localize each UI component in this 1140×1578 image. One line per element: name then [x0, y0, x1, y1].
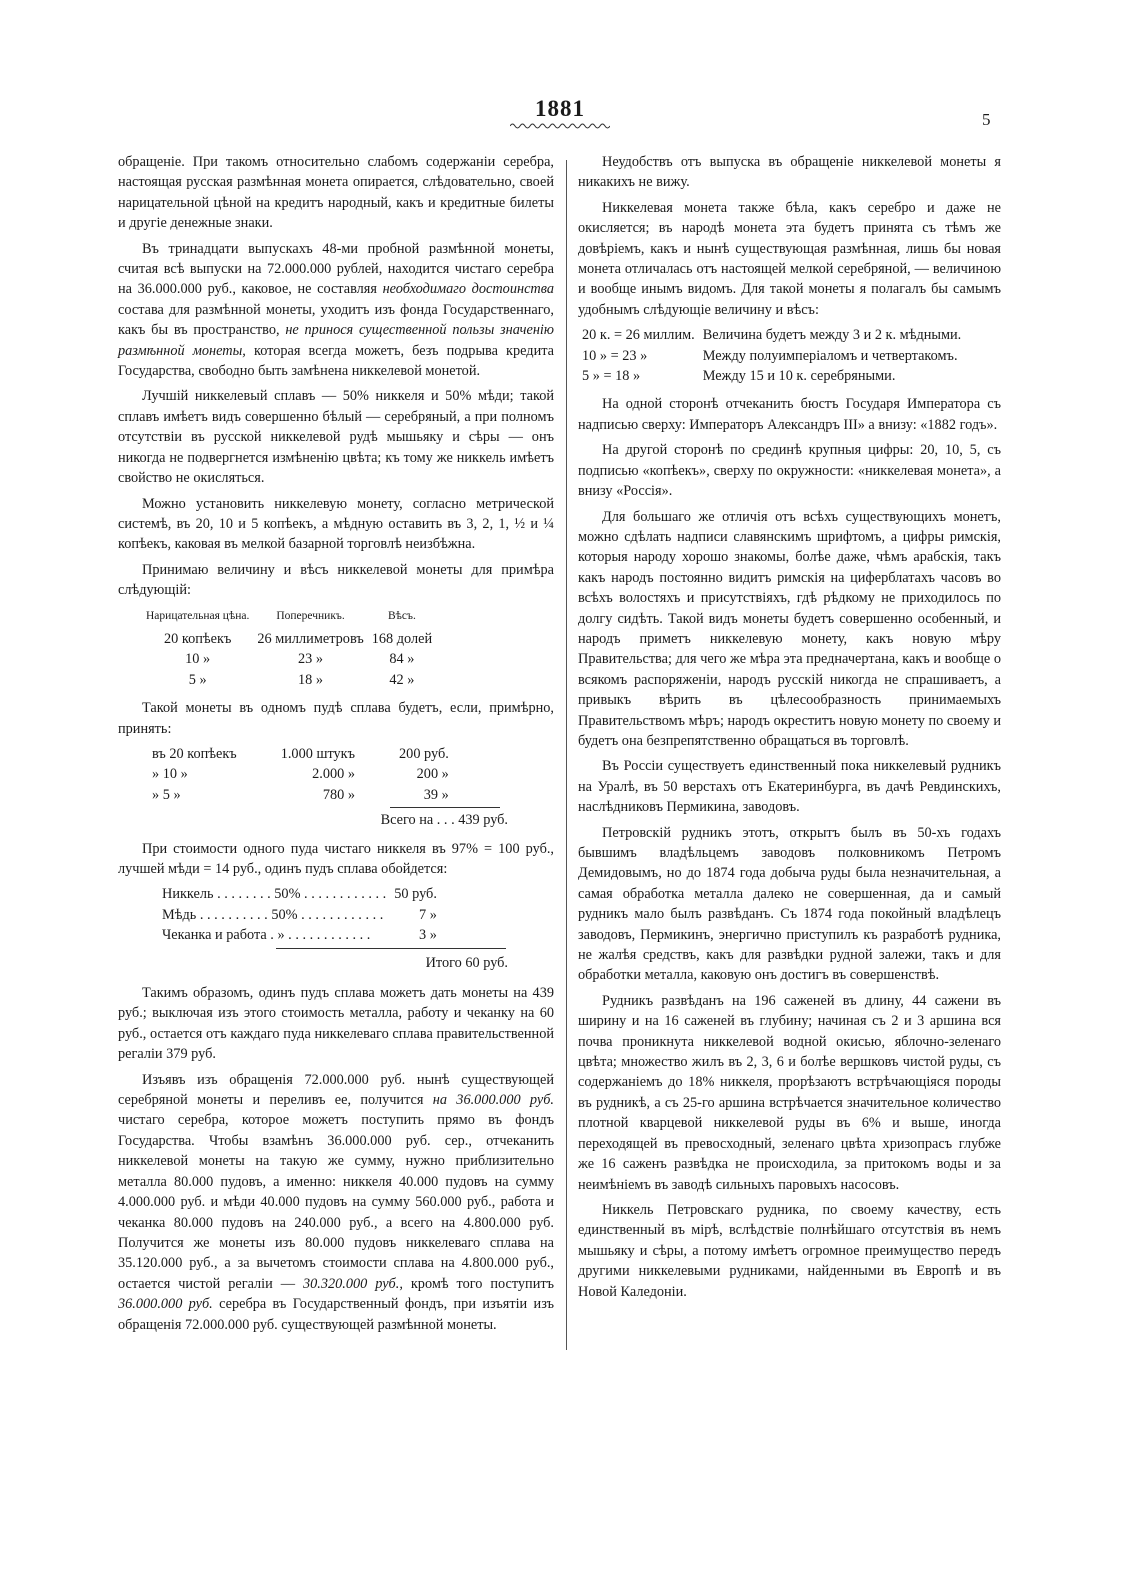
paragraph: Петровскій рудникъ этотъ, открытъ былъ въ 50-хъ годахъ бывшимъ владѣльцемъ заводовъ полковникомъ Петромъ Демидовымъ, но до 1874 года добыча руды была незначительная, а самая обработка металла далеко не совершенная, да и самый рудникъ мало былъ развѣданъ. Съ 1874 года покойный владѣлецъ заводовъ, Пермикинъ, энергично приступилъ къ разработѣ рудника, не жалѣя средствъ, какъ для развѣдки рудной залежи, такъ и для обработки металла, каковую онъ достигъ въ совершенствѣ.	[578, 824, 1001, 984]
table-row: Мѣдь . . . . . . . . . . 50% . . . . . . . . . . . . 7 »	[162, 906, 437, 923]
paragraph: Такой монеты въ одномъ пудѣ сплава будетъ, если, примѣрно, принять:	[118, 700, 554, 737]
table-row: » 10 » 2.000 » 200 »	[152, 766, 449, 783]
table-total: Итого 60 руб.	[425, 954, 508, 971]
paragraph: При стоимости одного пуда чистаго никкеля въ 97% = 100 руб., лучшей мѣди = 14 руб., одинъ пудъ сплава обойдется:	[118, 840, 554, 877]
table-row: 10 » 23 » 84 »	[185, 651, 415, 668]
left-column	[118, 152, 554, 1340]
table-row: 5 » 18 » 42 »	[188, 671, 415, 688]
paragraph: Принимаю величину и вѣсъ никкелевой монеты для примѣра слѣдующій:	[118, 561, 554, 599]
paragraph: На одной сторонѣ отчеканить бюстъ Государя Императора съ надписью сверху: Императоръ Александръ III» а внизу: «1882 годъ».	[578, 396, 1001, 433]
paragraph: Никкелевая монета также бѣла, какъ серебро и даже не окисляется; въ народѣ монета эта будетъ принята съ тѣмъ же довѣріемъ, какъ и нынѣ существующая размѣнная, лишь бы новая монета отличалась отъ настоящей мелкой серебряной, — величиною и вообще инымъ видомъ. Для такой монеты я полагалъ бы самымъ удобнымъ слѣдующіе величину и вѣсъ:	[578, 199, 1001, 318]
right-column	[578, 152, 1001, 1307]
table-header: Вѣсъ.	[388, 609, 416, 622]
alloy-cost-table	[158, 884, 441, 945]
column-divider	[566, 160, 567, 1350]
paragraph: Неудобствъ отъ выпуска въ обращеніе никкелевой монеты я никакихъ не вижу.	[578, 154, 1001, 191]
coin-size-table	[142, 606, 436, 691]
header-wave-ornament	[510, 122, 610, 130]
paragraph: Никкель Петровскаго рудника, по своему качеству, есть единственный въ мірѣ, вслѣдствіе полнѣйшаго отсутствія въ немъ мышьяку и сѣры, а потому имѣетъ огромное преимущество передъ другими никкелевыми рудниками, найденными въ Европѣ и въ Новой Каледоніи.	[578, 1201, 1001, 1300]
table-row: » 5 » 780 » 39 »	[152, 786, 449, 803]
table-row: 20 к. = 26 миллим. Величина будетъ между 3 и 2 к. мѣдными.	[582, 327, 962, 344]
paragraph: Лучшій никкелевый сплавъ — 50% никкеля и 50% мѣди; такой сплавъ имѣетъ видъ совершенно бѣлый — серебряный, а при полномъ отсутствіи въ русской никкелевой рудѣ мышьяку и сѣры — онъ никогда не подвергнется измѣненію цвѣта; къ тому же никкель имѣетъ свойство не окисляться.	[118, 388, 554, 487]
table-row: Чеканка и работа . » . . . . . . . . . . . . 3 »	[162, 927, 437, 944]
paragraph: Въ тринадцати выпускахъ 48-ми пробной размѣнной монеты, считая всѣ выпуски на 72.000.000 рублей, находится чистаго серебра на 36.000.000 руб., каковое, не составляя необходимаго достоинства состава для размѣнной монеты, уходитъ изъ фонда Государственнаго, какъ бы въ пространство, не принося существенной пользы значенію размѣнной монеты, которая всегда можетъ, безъ подрыва кредита Государства, свободно быть замѣнена никкелевой монетой.	[118, 240, 554, 380]
coin-comparison-table	[578, 325, 965, 386]
page-number: 5	[982, 110, 991, 129]
table-row: Никкель . . . . . . . . 50% . . . . . . . . . . . . 50 руб.	[162, 886, 437, 903]
paragraph: На другой сторонѣ по срединѣ крупныя цифры: 20, 10, 5, съ подписью «копѣекъ», сверху по окружности: «никкелевая монета», а внизу «Россія».	[578, 442, 1001, 500]
paragraph: Изъявъ изъ обращенія 72.000.000 руб. нынѣ существующей серебряной монеты и переливъ ее, получится на 36.000.000 руб. чистаго серебра, которое можетъ поступить прямо въ фондъ Государства. Чтобы взамѣнъ 36.000.000 руб. сер., отчеканить никкелевой монеты на такую же сумму, нужно приблизительно металла 80.000 пудовъ, а именно: никкеля 40.000 пудовъ на сумму 4.000.000 руб. и мѣди 40.000 пудовъ на сумму 560.000 руб., работа и чеканка 80.000 пудовъ на 240.000 руб., а всего на 4.800.000 руб. Получится же монеты изъ 80.000 пудовъ никкелеваго сплава на 35.120.000 руб., а за вычетомъ стоимости сплава на 4.800.000 руб., остается чистой регаліи — 30.320.000 руб., кромѣ того поступитъ 36.000.000 руб. серебра въ Государственный фондъ, при изъятіи изъ обращенія 72.000.000 руб. существующей размѣнной монеты.	[118, 1071, 555, 1333]
table-total: Всего на . . . 439 руб.	[380, 812, 508, 829]
paragraph: Для большаго же отличія отъ всѣхъ существующихъ монетъ, можно сдѣлать надписи славянскимъ шрифтомъ, а цифры римскія, которыя народу хорошо знакомы, болѣе даже, чѣмъ арабскія, такъ какъ народъ постоянно видитъ римскія на циферблатахъ часовъ во всѣхъ волостяхъ и присутствіяхъ, гдѣ рѣдкому не приходилось по долгу сидѣть. Такой видъ монеты будетъ совершенно особенный, и народъ приметъ никкелевую монету, какъ новую мѣру Правительства; для чего же мѣра эта предначертана, какъ и вообще о всякомъ распоряженіи, народъ русскій никогда не спрашиваетъ, а привыкъ вѣрить въ цѣлесообразность принимаемыхъ Правительствомъ мѣръ; народъ окреститъ новую монету по своему и будетъ она безпрепятственно обращаться въ торговлѣ.	[578, 508, 1001, 749]
table-row: 10 » = 23 » Между полуимперіаломъ и четвертакомъ.	[582, 347, 958, 364]
page-header-year: 1881	[535, 96, 585, 121]
paragraph: Можно установить никкелевую монету, согласно метрической системѣ, въ 20, 10 и 5 копѣекъ, а мѣдную оставить въ 3, 2, 1, ½ и ¼ копѣекъ, каковая въ мелкой базарной торговлѣ неизбѣжна.	[118, 495, 554, 553]
paragraph: обращеніе. При такомъ относительно слабомъ содержаніи серебра, настоящая русская размѣнная монета опирается, слѣдовательно, своей нарицательной цѣной на кредитъ народный, какъ и кредитные билеты и другіе денежные знаки.	[118, 154, 554, 232]
table-row: 5 » = 18 » Между 15 и 10 к. серебряными.	[582, 368, 896, 385]
coins-per-pud-table	[148, 744, 453, 805]
paragraph: Такимъ образомъ, одинъ пудъ сплава можетъ дать монеты на 439 руб.; выключая изъ этого стоимость металла, работу и чеканку на 60 руб., остается отъ каждаго пуда никкелеваго сплава правительственной регаліи 379 руб.	[118, 985, 554, 1063]
sum-rule	[390, 807, 500, 808]
paragraph: Рудникъ развѣданъ на 196 саженей въ длину, 44 сажени въ ширину и на 16 саженей въ глубину; начиная съ 2 и 3 аршина вся почва проникнута никкелевой водной окисью, яблочно-зеленаго цвѣта; множество жилъ въ 2, 3, 6 и болѣе вершковъ чистой руды, съ содержаніемъ до 18% никкеля, прорѣзаютъ встрѣчающіяся породы въ рудникѣ, а съ 25-го аршина встрѣчается значительное количество плотной кварцевой никкелевой руды въ 6% и выше, иногда переходящей въ превосходный, зеленаго цвѣта хризопрасъ глубже же 16 саженъ развѣдка не происходила, за притокомъ воды и за неимѣніемъ въ заводѣ сильныхъ паровыхъ насосовъ.	[578, 992, 1001, 1193]
table-header: Поперечникъ.	[276, 609, 345, 622]
table-row: 20 копѣекъ 26 миллиметровъ 168 долей	[164, 630, 433, 647]
sum-rule	[276, 948, 506, 949]
table-row: въ 20 копѣекъ 1.000 штукъ 200 руб.	[152, 745, 449, 762]
table-header: Нарицательная цѣна.	[146, 609, 250, 622]
paragraph: Въ Россіи существуетъ единственный пока никкелевый рудникъ на Уралѣ, въ 50 верстахъ отъ Екатеринбурга, въ дачѣ Ревдинскихъ, наслѣдниковъ Пермикина, заводовъ.	[578, 758, 1001, 816]
